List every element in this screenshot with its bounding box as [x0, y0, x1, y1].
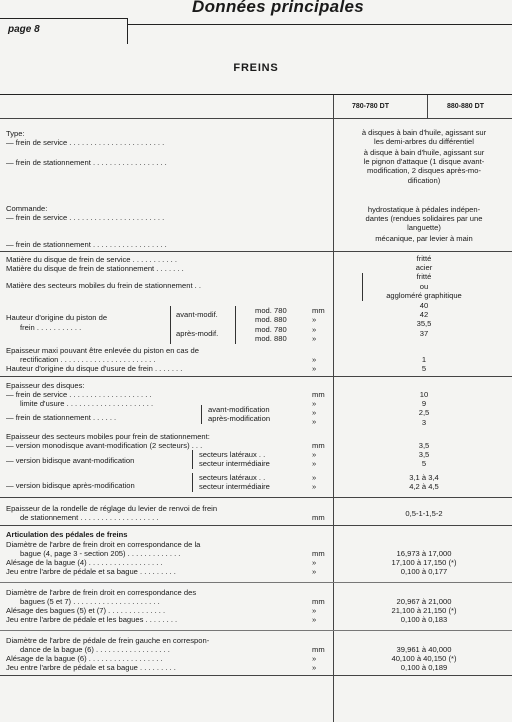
unit: »	[312, 482, 317, 491]
row-rule	[0, 675, 512, 676]
matiere-disque-stationnement: Matière du disque de frein de stationnement . . . . . . .	[6, 264, 184, 273]
secteurs-label: Epaisseur des secteurs mobiles pour frein de stationnement:	[6, 432, 210, 441]
secteurs-bidisque-apres: — version bidisque après-modification	[6, 481, 135, 490]
page-number-box	[0, 18, 128, 44]
type-parking: — frein de stationnement . . . . . . . . . . . . . . . . . .	[6, 158, 167, 167]
g2-label: Diamètre de l'arbre de frein droit en correspondance des	[6, 588, 197, 597]
row-rule	[0, 630, 512, 631]
brace	[235, 306, 236, 325]
matiere-secteurs: Matière des secteurs mobiles du frein de stationnement . .	[6, 281, 202, 290]
g1-label: Diamètre de l'arbre de frein droit en correspondance de la	[6, 540, 201, 549]
unit: »	[312, 567, 317, 576]
unit: »	[312, 364, 317, 373]
commande-service: — frein de service . . . . . . . . . . . . . . . . . . . . . . .	[6, 213, 165, 222]
unit: mm	[312, 597, 325, 606]
secteurs-value: 3,5	[418, 450, 430, 459]
rondelle-label-2: de stationnement . . . . . . . . . . . . . . . . . . .	[20, 513, 159, 522]
hauteur-piston-label: Hauteur d'origine du piston de	[6, 313, 108, 322]
secteurs-monodisque: — version monodisque avant-modification (2 secteurs) . . .	[6, 441, 203, 450]
mod-label: mod. 880	[255, 334, 287, 343]
unit: »	[312, 663, 317, 672]
epaisseur-maxi-value: 1	[421, 355, 427, 364]
unit: »	[312, 558, 317, 567]
g2-label-2: bagues (5 et 7) . . . . . . . . . . . . . . . . . . . . .	[20, 597, 160, 606]
g3-jeu: Jeu entre l'arbre de pédale et sa bague . . . . . . . . .	[6, 663, 176, 672]
unit: mm	[312, 306, 325, 315]
hauteur-apres: après-modif.	[176, 329, 219, 338]
matiere-values: fritté acier fritté ou aggloméré graphitique	[386, 254, 462, 300]
brace	[170, 325, 171, 344]
rondelle-value: 0,5-1-1,5-2	[405, 509, 443, 518]
unit: mm	[312, 513, 325, 522]
type-service-value: à disques à bain d'huile, agissant sur les demi-arbres du différentiel	[361, 128, 487, 147]
rondelle-label: Epaisseur de la rondelle de réglage du levier de renvoi de frein	[6, 504, 218, 513]
g3-label-2: dance de la bague (6) . . . . . . . . . . . . . . . . . .	[20, 645, 170, 654]
section-title: FREINS	[233, 62, 279, 74]
g2-alesage: Alésage des bagues (5) et (7) . . . . . . . . . . . . . .	[6, 606, 166, 615]
secteurs-value: 3,1 à 3,4	[409, 473, 439, 482]
g2-values: 20,967 à 21,000 21,100 à 21,150 (*) 0,100 à 0,183	[391, 597, 457, 625]
unit: »	[312, 408, 317, 417]
hauteur-disque-usure: Hauteur d'origine du disque d'usure de frein . . . . . . .	[6, 364, 183, 373]
type-parking-value: à disque à bain d'huile, agissant sur le pignon d'attaque (1 disque avant- modification, 2 disques après-mo- dification)	[363, 148, 485, 185]
epaisseur-disques-label: Epaisseur des disques:	[6, 381, 85, 390]
unit: »	[312, 399, 317, 408]
page-title: Données principales	[192, 0, 364, 16]
brace	[192, 473, 193, 492]
unit: mm	[312, 549, 325, 558]
unit: »	[312, 615, 317, 624]
row-rule	[0, 582, 512, 583]
g1-alesage: Alésage de la bague (4) . . . . . . . . . . . . . . . . . .	[6, 558, 163, 567]
brace	[170, 306, 171, 325]
unit: »	[312, 325, 317, 334]
page-number: page 8	[8, 24, 40, 35]
g1-jeu: Jeu entre l'arbre de pédale et sa bague . . . . . . . . .	[6, 567, 176, 576]
matiere-disque-service: Matière du disque de frein de service . . . . . . . . . . .	[6, 255, 177, 264]
g1-values: 16,973 à 17,000 17,100 à 17,150 (*) 0,100 à 0,177	[391, 549, 457, 577]
secteurs-lateraux: secteurs latéraux . .	[199, 473, 266, 482]
disques-avant: avant-modification	[208, 405, 270, 414]
mod-label: mod. 880	[255, 315, 287, 324]
page-header	[0, 0, 512, 44]
unit: »	[312, 473, 317, 482]
g1-label-2: bague (4, page 3 - section 205) . . . . . . . . . . . . .	[20, 549, 181, 558]
g3-alesage: Alésage de la bague (6) . . . . . . . . . . . . . . . . . .	[6, 654, 163, 663]
unit: »	[312, 606, 317, 615]
mod-label: mod. 780	[255, 306, 287, 315]
epaisseur-maxi-label: Epaisseur maxi pouvant être enlevée du piston en cas de	[6, 346, 199, 355]
hauteur-piston-label-2: frein . . . . . . . . . . .	[20, 323, 82, 332]
secteurs-value: 3,5	[418, 441, 430, 450]
secteurs-bidisque-avant: — version bidisque avant-modification	[6, 456, 135, 465]
disques-stationnement: — frein de stationnement . . . . . .	[6, 413, 117, 422]
unit: mm	[312, 645, 325, 654]
disques-service: — frein de service . . . . . . . . . . . . . . . . . . . .	[6, 390, 152, 399]
g3-label: Diamètre de l'arbre de pédale de frein gauche en correspon-	[6, 636, 210, 645]
disque-usure-value: 5	[421, 364, 427, 373]
secteur-intermediaire: secteur intermédiaire	[199, 482, 270, 491]
commande-service-value: hydrostatique à pédales indépen- dantes (rendues solidaires par une languette)	[365, 205, 483, 233]
unit: »	[312, 417, 317, 426]
secteurs-value: 5	[421, 459, 427, 468]
disques-limite: limite d'usure . . . . . . . . . . . . . . . . . . . . .	[20, 399, 154, 408]
epaisseur-maxi-label-2: rectification . . . . . . . . . . . . . . . . . . . . . . .	[20, 355, 156, 364]
type-label: Type:	[6, 129, 25, 138]
unit: mm	[312, 390, 325, 399]
g3-values: 39,961 à 40,000 40,100 à 40,150 (*) 0,100 à 0,189	[391, 645, 457, 673]
row-rule	[0, 251, 512, 252]
brace	[192, 450, 193, 469]
commande-parking: — frein de stationnement . . . . . . . . . . . . . . . . . .	[6, 240, 167, 249]
unit: »	[312, 355, 317, 364]
g2-jeu: Jeu entre l'arbre de pédale et les bagues . . . . . . . .	[6, 615, 178, 624]
spec-table	[0, 94, 512, 722]
title-rule	[128, 24, 512, 25]
commande-parking-value: mécanique, par levier à main	[375, 234, 473, 243]
secteur-intermediaire: secteur intermédiaire	[199, 459, 270, 468]
unit: »	[312, 334, 317, 343]
articulation-title: Articulation des pédales de freins	[6, 530, 128, 539]
unit: mm	[312, 441, 325, 450]
unit: »	[312, 450, 317, 459]
row-rule	[0, 525, 512, 526]
hauteur-avant: avant-modif.	[176, 310, 218, 319]
brace	[235, 325, 236, 344]
type-service: — frein de service . . . . . . . . . . . . . . . . . . . . . . .	[6, 138, 165, 147]
unit: »	[312, 654, 317, 663]
unit: »	[312, 459, 317, 468]
mod-label: mod. 780	[255, 325, 287, 334]
commande-label: Commande:	[6, 204, 48, 213]
header-rule	[0, 118, 512, 119]
unit: »	[312, 315, 317, 324]
secteurs-lateraux: secteurs latéraux . .	[199, 450, 266, 459]
column-header-880: 880-880 DT	[447, 103, 484, 110]
brace	[201, 405, 202, 424]
column-divider	[333, 95, 334, 722]
column-header-780: 780-780 DT	[352, 103, 389, 110]
secteurs-value: 4,2 à 4,5	[409, 482, 439, 491]
row-rule	[0, 376, 512, 377]
column-divider	[427, 95, 428, 118]
row-rule	[0, 497, 512, 498]
hauteur-values: 40 42 35,5 37	[416, 301, 432, 338]
brace	[362, 273, 363, 301]
disques-apres: après-modification	[208, 414, 271, 423]
disques-values: 10 9 2,5 3	[418, 390, 430, 427]
